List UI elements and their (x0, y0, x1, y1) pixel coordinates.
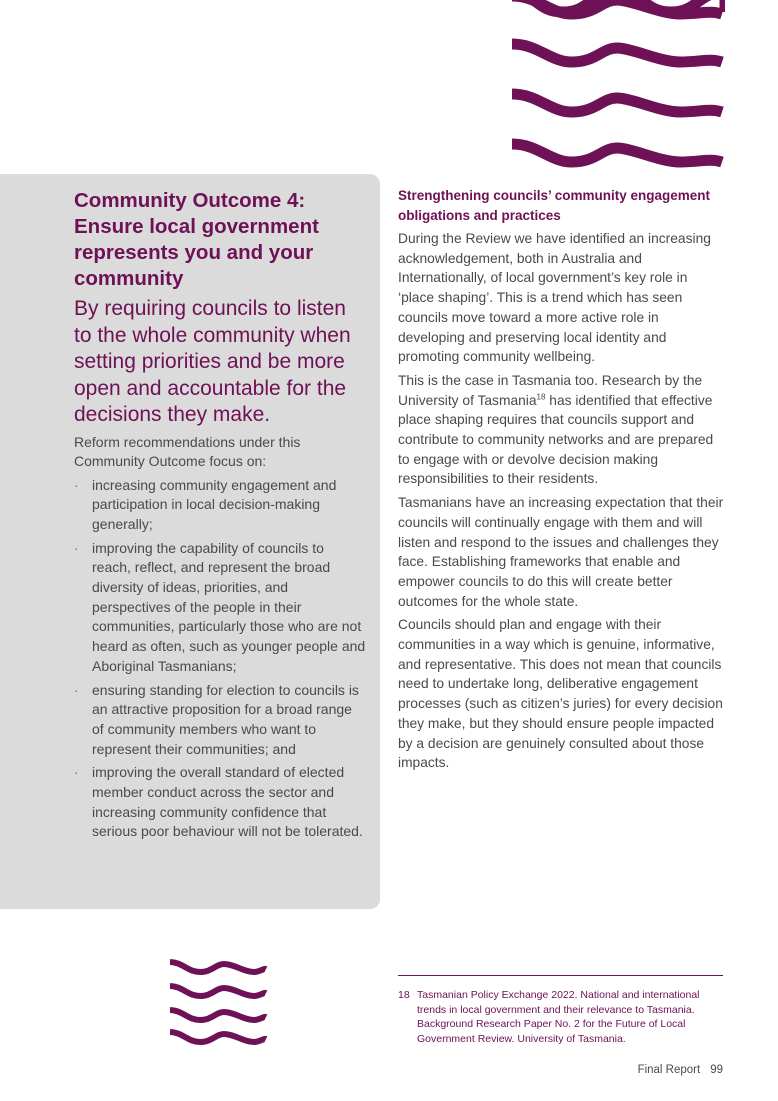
bullet-icon: · (74, 681, 79, 698)
paragraph: This is the case in Tasmania too. Research by the University of Tasmania$^{18}$ has identified that effective place shaping requires that councils support and contribute to community networks and are prepared to engage with or devolve decision making responsibilities to their residents. (398, 372, 714, 487)
community-outcome-content (74, 188, 366, 846)
waves-decoration-icon (510, 0, 725, 178)
footnote-text: Tasmanian Policy Exchange 2022. National and international trends in local government and their relevance to Tasmania. Background Research Paper No. 2 for the Future of Local Government Review. University of Tasmania. (417, 989, 700, 1045)
list-item: · improving the capability of councils to reach, reflect, and represent the broad diversity of ideas, priorities, and perspectives of the people in their communities, particularly those who are not heard as often, such as younger people and Aboriginal Tasmanians; (74, 539, 366, 674)
footnote-number: 18 (398, 989, 410, 1001)
paragraph: Councils should plan and engage with their communities in a way which is genuine, informative, and representative. This does not mean that councils need to undertake long, deliberative engagement processes (such as citizen’s juries) for every decision they make, but they should ensure people impacted by a decision are genuinely consulted about those impacts. (398, 617, 723, 771)
footnote-reference[interactable]: 18 (536, 392, 546, 402)
bullet-icon: · (74, 476, 79, 493)
community-outcome-subtitle: By requiring councils to listen to the whole community when setting priorities and be more open and accountable for the decisions they make. (74, 297, 351, 426)
bullet-icon: · (74, 764, 79, 781)
paragraph: Tasmanians have an increasing expectation that their councils will continually engage with them and will listen and respond to the issues and challenges they face. Establishing frameworks that enable and empower councils to do this will create better outcomes for the whole state. (398, 495, 724, 609)
community-outcome-intro: Reform recommendations under this Community Outcome focus on: (74, 433, 301, 469)
bullet-icon: · (74, 539, 79, 556)
main-column (398, 186, 726, 777)
footnote (398, 988, 724, 1046)
section-heading: Strengthening councils’ community engagement obligations and practices (398, 188, 711, 223)
page-footer (638, 1064, 723, 1076)
list-item: · increasing community engagement and participation in local decision-making generally; (74, 476, 337, 532)
waves-decoration-icon (168, 956, 268, 1046)
list-item: · ensuring standing for election to councils is an attractive proposition for a broad range of community members who want to represent their communities; and (74, 681, 359, 757)
recommendation-list (74, 476, 366, 843)
report-label: Final Report (637, 1064, 701, 1076)
page-number: 99 (710, 1064, 723, 1076)
list-item: · improving the overall standard of elected member conduct across the sector and increasing community confidence that serious poor behaviour will not be tolerated. (74, 764, 363, 840)
community-outcome-heading: Community Outcome 4: Ensure local government represents you and your community (74, 189, 319, 290)
footnote-divider (398, 975, 723, 976)
paragraph: During the Review we have identified an increasing acknowledgement, both in Australia and Internationally, of local government’s key role in ‘place shaping’. This is a trend which has seen councils move toward a more active role in developing and preserving local identity and promoting community wellbeing. (398, 231, 711, 365)
